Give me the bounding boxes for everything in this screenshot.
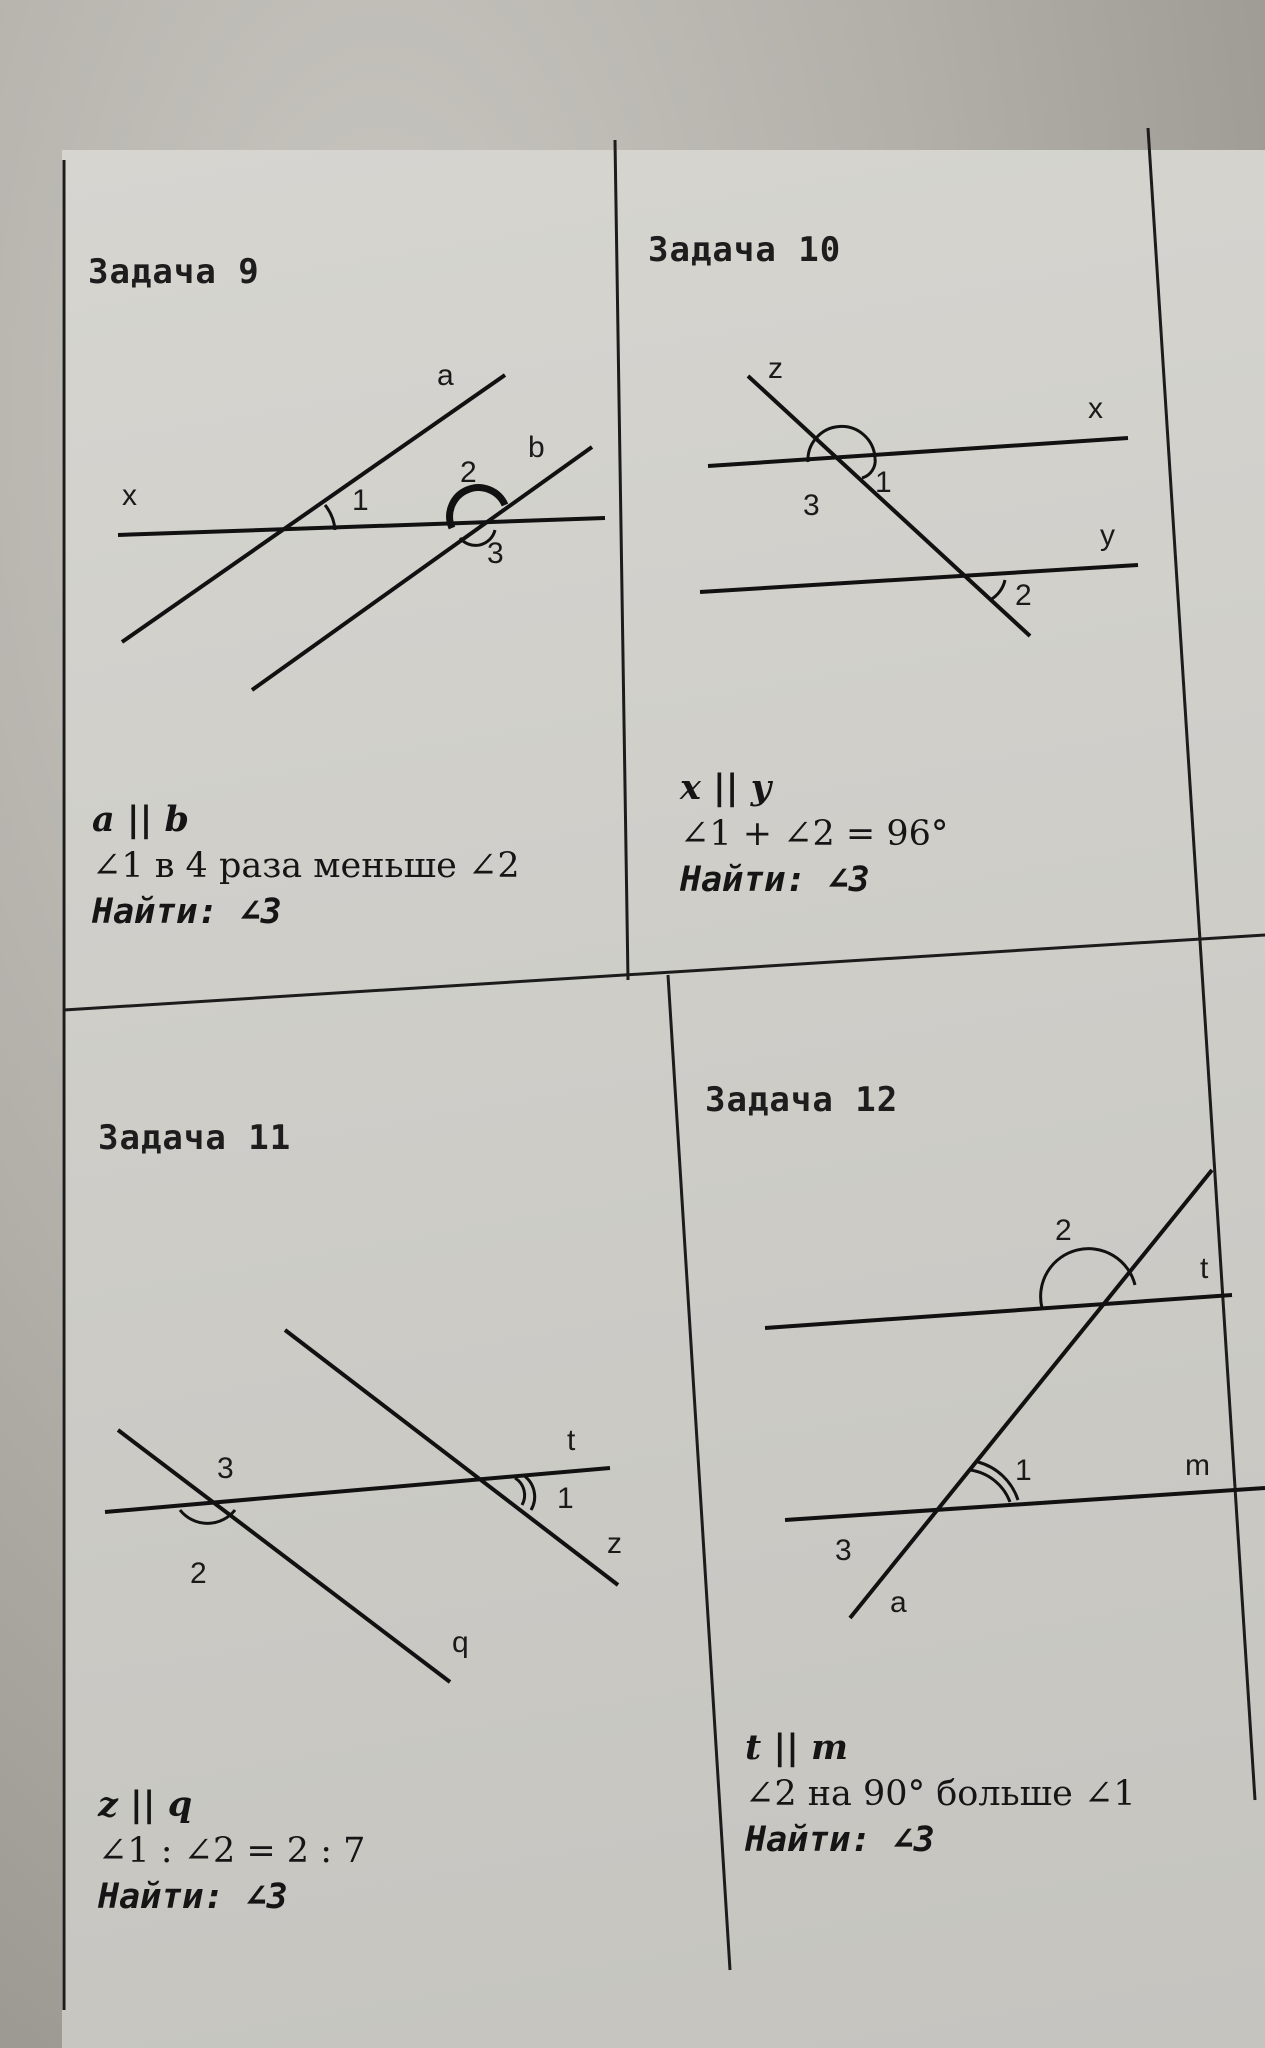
task10-diagram xyxy=(700,352,1138,636)
task11-condition-ratio: ∠1 : ∠2 = 2 : 7 xyxy=(98,1831,366,1871)
task9-label-b: b xyxy=(528,431,545,464)
task12-label-2: 2 xyxy=(1055,1214,1072,1247)
task10-condition-sum: ∠1 + ∠2 = 96° xyxy=(680,814,949,854)
task12-line-m xyxy=(785,1488,1265,1520)
task11-label-t: t xyxy=(567,1424,576,1457)
task10-label-3: 3 xyxy=(803,489,820,522)
task11-label-3: 3 xyxy=(217,1452,234,1485)
task9-title: Задача 9 xyxy=(88,252,260,292)
task10-label-z: z xyxy=(768,352,783,385)
task10-label-x: x xyxy=(1088,392,1103,425)
task10-label-1: 1 xyxy=(875,466,892,499)
grid-line-middle xyxy=(64,935,1265,1010)
task12-label-1: 1 xyxy=(1015,1454,1032,1487)
task11-label-q: q xyxy=(452,1626,469,1659)
grid-line-divider-bottom xyxy=(668,975,730,1970)
task11-label-z: z xyxy=(607,1527,622,1560)
grid-line-divider-top xyxy=(615,140,628,980)
task12-condition-parallel: t || m xyxy=(745,1727,849,1768)
task12-condition-difference: ∠2 на 90° больше ∠1 xyxy=(745,1774,1136,1814)
task11-conditions xyxy=(98,1782,365,1920)
task12-label-3: 3 xyxy=(835,1534,852,1567)
task11-line-q xyxy=(118,1430,450,1682)
task11-label-1: 1 xyxy=(557,1482,574,1515)
task11-angle1-arc xyxy=(515,1478,525,1505)
task12-label-a: a xyxy=(890,1586,907,1619)
task11-find: Найти: ∠3 xyxy=(98,1877,288,1917)
task12-label-t: t xyxy=(1200,1252,1209,1285)
task9-conditions xyxy=(92,797,520,935)
task10-conditions xyxy=(680,765,948,903)
task12-label-m: m xyxy=(1185,1449,1210,1482)
task9-label-1: 1 xyxy=(352,484,369,517)
task10-line-x xyxy=(708,438,1128,466)
task11-condition-parallel: z || q xyxy=(98,1784,193,1825)
task12-title: Задача 12 xyxy=(705,1080,899,1120)
grid-line-right xyxy=(1148,128,1255,1800)
task9-condition-parallel: a || b xyxy=(92,799,189,840)
task10-angle1-arc xyxy=(862,458,875,478)
task10-label-y: y xyxy=(1100,519,1115,552)
task10-angle2-arc xyxy=(990,580,1005,600)
task12-diagram xyxy=(765,1170,1265,1619)
task10-condition-parallel: x || y xyxy=(680,767,772,808)
task9-line-x xyxy=(118,518,605,535)
task12-find: Найти: ∠3 xyxy=(745,1820,935,1860)
task9-label-x: x xyxy=(122,479,137,512)
task9-diagram xyxy=(118,359,605,690)
task9-label-3: 3 xyxy=(487,537,504,570)
task11-line-z xyxy=(285,1330,618,1585)
task9-line-b xyxy=(252,447,592,690)
task10-line-y xyxy=(700,565,1138,592)
task12-line-a xyxy=(850,1170,1212,1618)
task12-line-t xyxy=(765,1295,1232,1328)
task9-find: Найти: ∠3 xyxy=(92,892,282,932)
task11-diagram xyxy=(105,1330,622,1682)
task10-title: Задача 10 xyxy=(648,230,842,270)
task9-label-a: a xyxy=(437,359,454,392)
task9-condition-ratio: ∠1 в 4 раза меньше ∠2 xyxy=(92,846,520,886)
task10-label-2: 2 xyxy=(1015,579,1032,612)
task11-title: Задача 11 xyxy=(98,1118,292,1158)
task12-angle1-arc-2 xyxy=(978,1462,1018,1500)
task12-conditions xyxy=(745,1725,1136,1863)
task12-angle1-arc xyxy=(970,1470,1010,1502)
task11-label-2: 2 xyxy=(190,1557,207,1590)
task12-angle2-arc xyxy=(1041,1249,1135,1308)
task10-find: Найти: ∠3 xyxy=(680,860,870,900)
task10-line-z xyxy=(748,376,1030,636)
task9-label-2: 2 xyxy=(460,456,477,489)
